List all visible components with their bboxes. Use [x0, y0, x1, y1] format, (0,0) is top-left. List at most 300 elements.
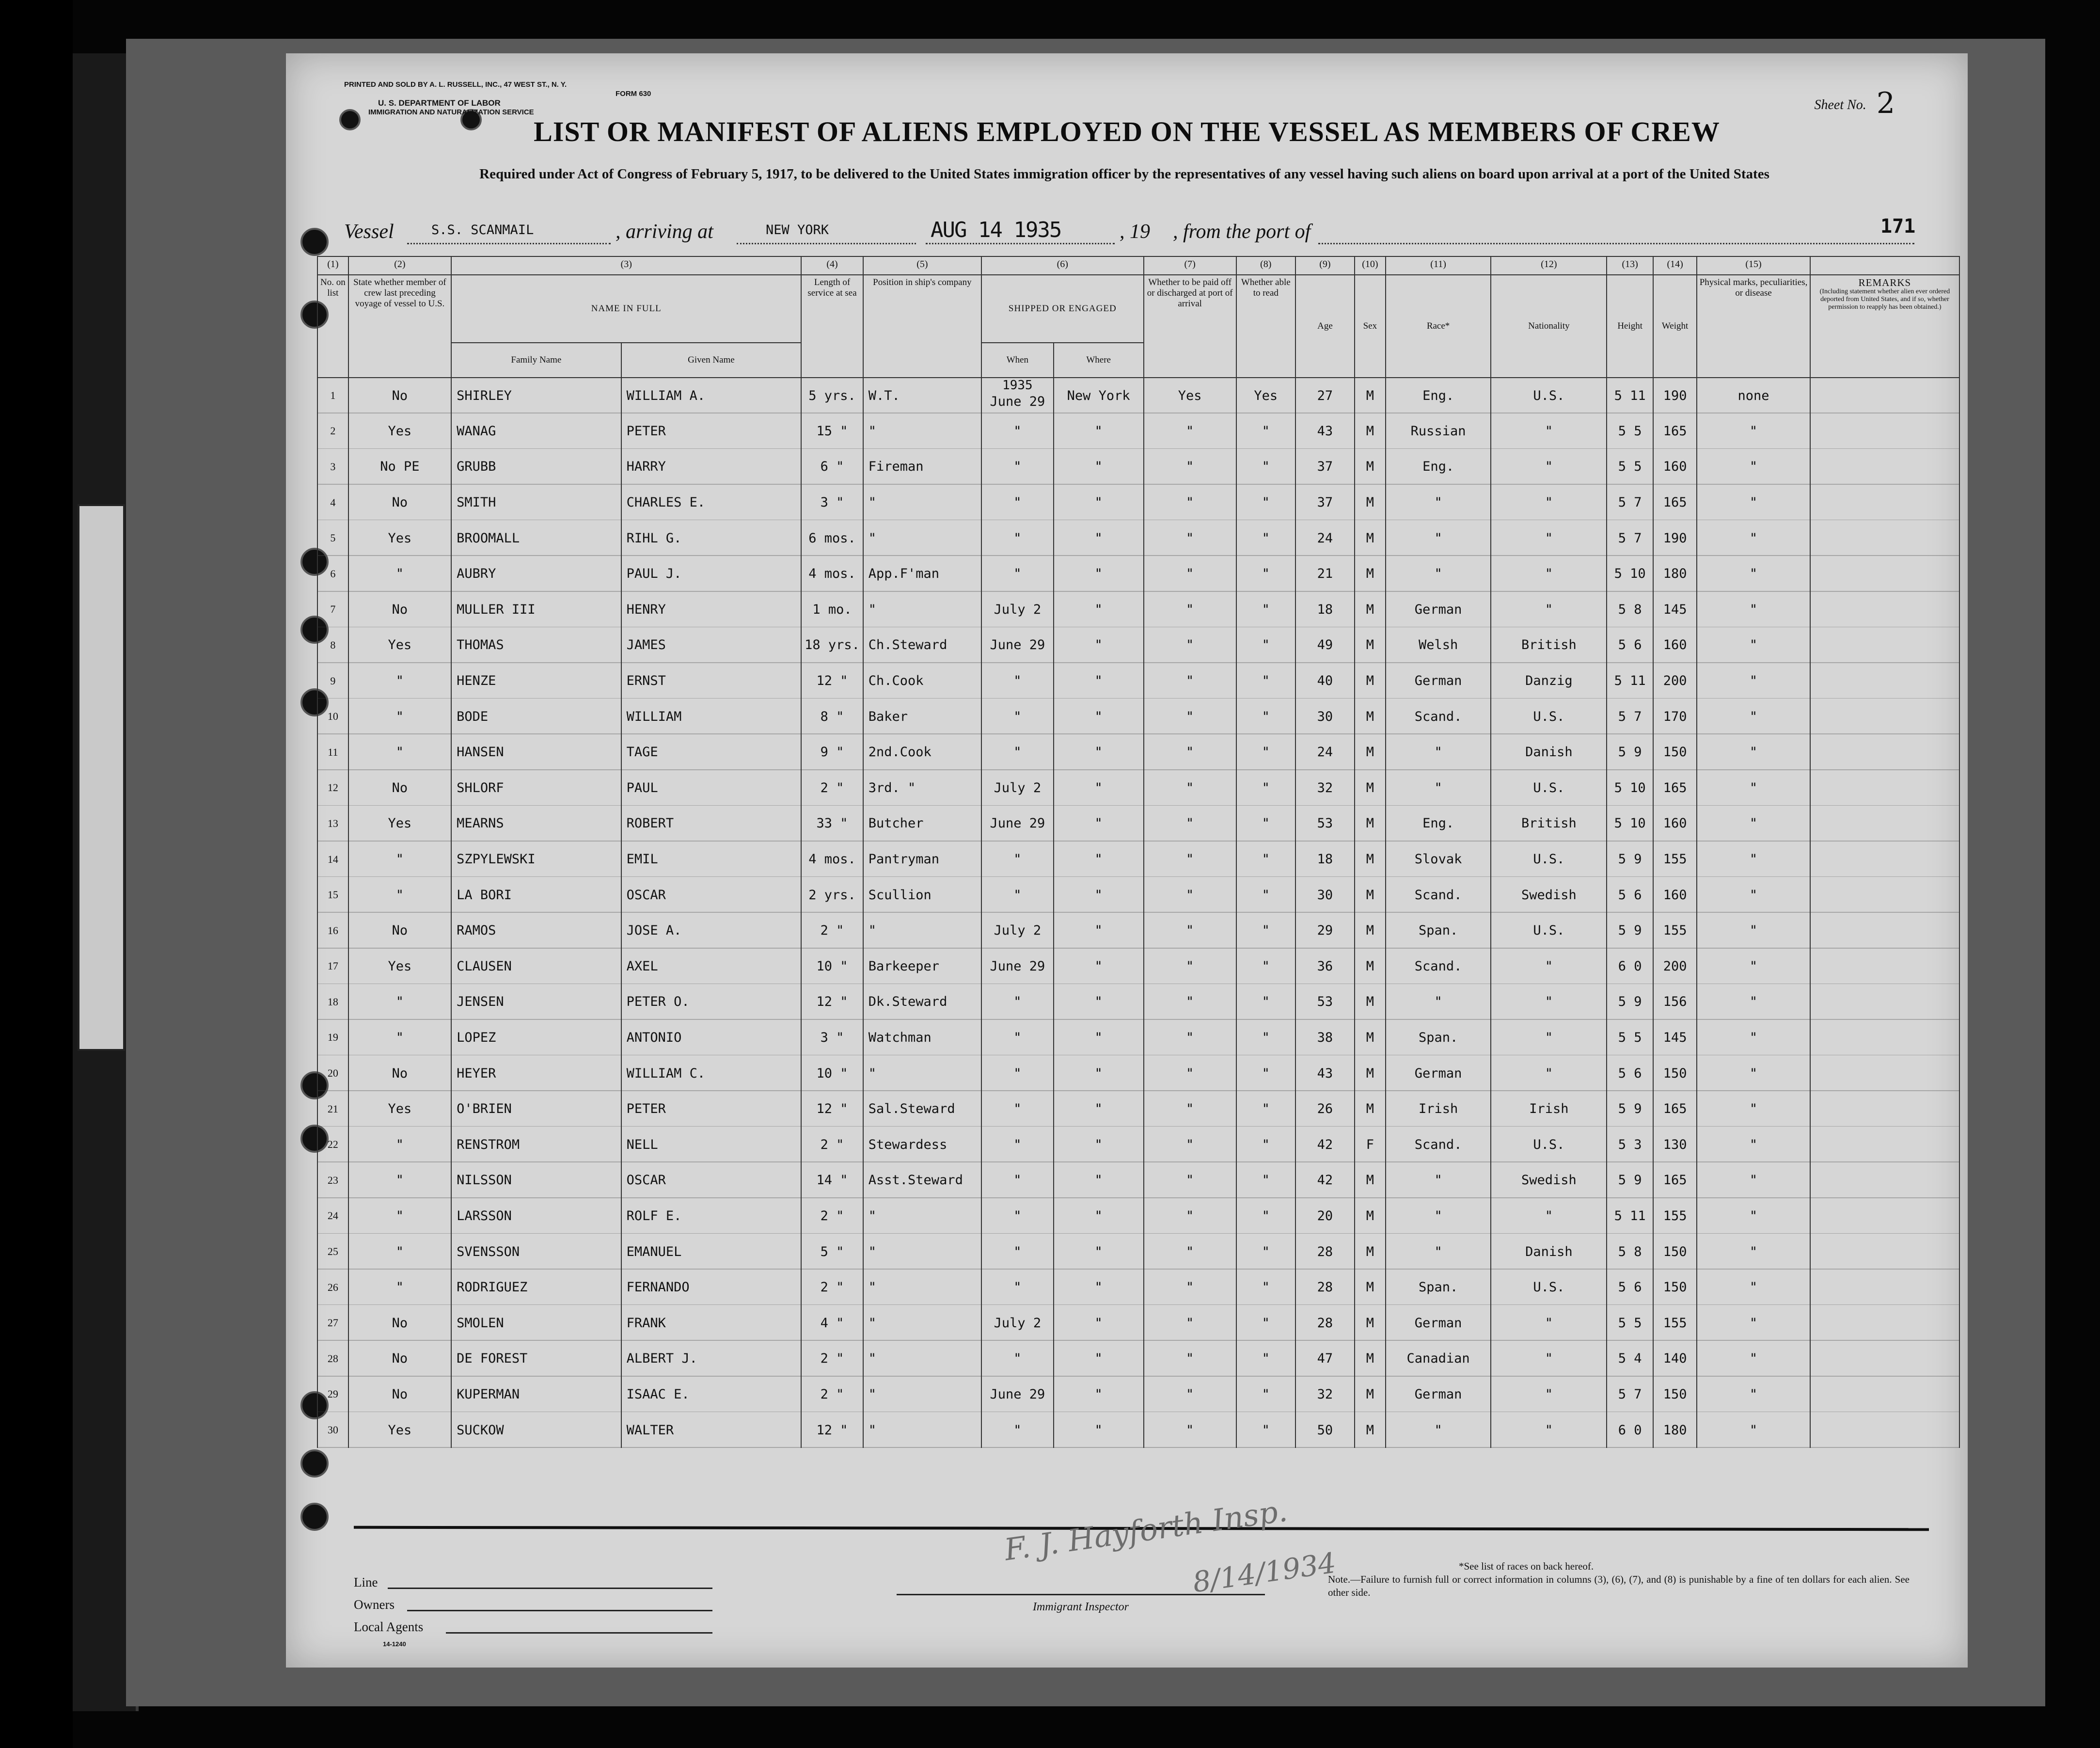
sex-cell: M: [1355, 1377, 1386, 1413]
service-length-cell: 8 ": [801, 699, 863, 734]
row-number: 20: [317, 1055, 348, 1091]
where-cell: ": [1054, 913, 1144, 949]
given-name-cell: PAUL: [621, 770, 802, 806]
height-cell: 5 10: [1607, 556, 1653, 592]
header-remarks: [1810, 275, 1959, 378]
able-to-read-cell: ": [1236, 1377, 1295, 1413]
when-cell: July 2: [981, 770, 1054, 806]
remarks-cell: [1810, 1162, 1959, 1198]
age-cell: 53: [1295, 984, 1355, 1020]
able-to-read-cell: ": [1236, 1198, 1295, 1234]
nationality-cell: U.S.: [1491, 770, 1607, 806]
row-number: 14: [317, 842, 348, 877]
row-number: 17: [317, 949, 348, 985]
position-cell: ": [863, 1270, 981, 1305]
races-note: *See list of races on back hereof.: [1459, 1560, 1594, 1572]
weight-cell: 165: [1653, 485, 1697, 521]
crew-row: [317, 520, 1959, 556]
form-title: LIST OR MANIFEST OF ALIENS EMPLOYED ON THE VESSEL AS MEMBERS OF CREW: [534, 116, 1720, 147]
paid-off-cell: ": [1144, 949, 1236, 985]
able-to-read-cell: ": [1236, 1055, 1295, 1091]
position-cell: ": [863, 520, 981, 556]
family-name-cell: HENZE: [451, 663, 621, 699]
header-position: Position in ship's company: [863, 275, 981, 378]
crew-status-cell: ": [348, 556, 451, 592]
height-cell: 5 6: [1607, 1055, 1653, 1091]
when-cell: June 29: [981, 806, 1054, 842]
where-cell: ": [1054, 949, 1144, 985]
remarks-cell: [1810, 556, 1959, 592]
sex-cell: M: [1355, 984, 1386, 1020]
crew-row: [317, 949, 1959, 985]
race-cell: ": [1386, 556, 1491, 592]
height-cell: 5 6: [1607, 1270, 1653, 1305]
sex-cell: M: [1355, 770, 1386, 806]
physical-marks-cell: ": [1697, 663, 1810, 699]
remarks-cell: [1810, 1020, 1959, 1056]
weight-cell: 150: [1653, 1055, 1697, 1091]
paid-off-cell: ": [1144, 877, 1236, 913]
where-cell: ": [1054, 592, 1144, 628]
column-number: (10): [1355, 256, 1386, 275]
when-cell: ": [981, 984, 1054, 1020]
height-cell: 5 7: [1607, 485, 1653, 521]
crew-row: [317, 1020, 1959, 1056]
family-name-cell: KUPERMAN: [451, 1377, 621, 1413]
column-number: (8): [1236, 256, 1295, 275]
crew-row: [317, 1055, 1959, 1091]
able-to-read-cell: ": [1236, 1234, 1295, 1270]
height-cell: 5 5: [1607, 413, 1653, 449]
height-cell: 5 5: [1607, 1020, 1653, 1056]
where-cell: ": [1054, 1055, 1144, 1091]
family-name-cell: RENSTROM: [451, 1127, 621, 1162]
race-cell: Eng.: [1386, 378, 1491, 413]
crew-row: [317, 984, 1959, 1020]
remarks-cell: [1810, 1234, 1959, 1270]
height-cell: 5 9: [1607, 1162, 1653, 1198]
physical-marks-cell: ": [1697, 699, 1810, 734]
service-length-cell: 4 ": [801, 1305, 863, 1341]
row-number: 13: [317, 806, 348, 842]
weight-cell: 190: [1653, 378, 1697, 413]
where-cell: ": [1054, 1162, 1144, 1198]
where-cell: ": [1054, 1412, 1144, 1448]
race-cell: Scand.: [1386, 699, 1491, 734]
weight-cell: 140: [1653, 1341, 1697, 1377]
physical-marks-cell: ": [1697, 592, 1810, 628]
weight-cell: 155: [1653, 913, 1697, 949]
able-to-read-cell: ": [1236, 913, 1295, 949]
race-cell: German: [1386, 663, 1491, 699]
crew-status-cell: No: [348, 378, 451, 413]
crew-row: [317, 449, 1959, 485]
height-cell: 6 0: [1607, 949, 1653, 985]
crew-status-cell: No: [348, 592, 451, 628]
form-subtitle: Required under Act of Congress of February 5, 1917, to be delivered to the United States immigration officer by the representatives of any vessel having such aliens on board upon arrival at a port of the United States: [479, 166, 1769, 182]
header-paid-off: Whether to be paid off or discharged at port of arrival: [1144, 275, 1236, 378]
able-to-read-cell: ": [1236, 1162, 1295, 1198]
nationality-cell: Danish: [1491, 1234, 1607, 1270]
race-cell: Span.: [1386, 1270, 1491, 1305]
age-cell: 50: [1295, 1412, 1355, 1448]
weight-cell: 180: [1653, 1412, 1697, 1448]
able-to-read-cell: ": [1236, 1305, 1295, 1341]
sex-cell: M: [1355, 842, 1386, 877]
weight-cell: 130: [1653, 1127, 1697, 1162]
family-name-cell: SUCKOW: [451, 1412, 621, 1448]
when-cell: ": [981, 485, 1054, 521]
row-number: 16: [317, 913, 348, 949]
family-name-cell: O'BRIEN: [451, 1091, 621, 1127]
race-cell: Scand.: [1386, 1127, 1491, 1162]
able-to-read-cell: ": [1236, 984, 1295, 1020]
service-length-cell: 2 yrs.: [801, 877, 863, 913]
position-cell: Dk.Steward: [863, 984, 981, 1020]
when-cell: ": [981, 449, 1054, 485]
race-cell: ": [1386, 485, 1491, 521]
arriving-label: , arriving at: [616, 221, 713, 243]
paid-off-cell: ": [1144, 485, 1236, 521]
service-length-cell: 6 ": [801, 449, 863, 485]
crew-row: [317, 1270, 1959, 1305]
row-number: 11: [317, 734, 348, 770]
line-field: [354, 1571, 712, 1593]
crew-status-cell: ": [348, 1198, 451, 1234]
service-length-cell: 12 ": [801, 663, 863, 699]
column-number: (13): [1607, 256, 1653, 275]
height-cell: 5 9: [1607, 913, 1653, 949]
paid-off-cell: ": [1144, 592, 1236, 628]
paid-off-cell: ": [1144, 520, 1236, 556]
crew-row: [317, 1234, 1959, 1270]
crew-rows: [317, 378, 1959, 1448]
service-length-cell: 4 mos.: [801, 842, 863, 877]
race-cell: German: [1386, 592, 1491, 628]
header-height: Height: [1607, 275, 1653, 378]
sex-cell: M: [1355, 520, 1386, 556]
family-name-cell: JENSEN: [451, 984, 621, 1020]
footer-fields: [354, 1571, 712, 1648]
sheet-number-label: Sheet No.: [1814, 97, 1866, 112]
weight-cell: 165: [1653, 1091, 1697, 1127]
age-cell: 53: [1295, 806, 1355, 842]
remarks-cell: [1810, 1270, 1959, 1305]
weight-cell: 165: [1653, 770, 1697, 806]
where-cell: ": [1054, 413, 1144, 449]
family-name-cell: THOMAS: [451, 627, 621, 663]
position-cell: ": [863, 913, 981, 949]
owners-underline: [407, 1610, 712, 1611]
family-name-cell: LOPEZ: [451, 1020, 621, 1056]
physical-marks-cell: ": [1697, 1305, 1810, 1341]
header-race: Race*: [1386, 275, 1491, 378]
family-name-cell: SMOLEN: [451, 1305, 621, 1341]
column-number-blank: [1810, 256, 1959, 275]
physical-marks-cell: ": [1697, 520, 1810, 556]
column-number: (1): [317, 256, 348, 275]
given-name-cell: JOSE A.: [621, 913, 802, 949]
weight-cell: 156: [1653, 984, 1697, 1020]
family-name-cell: BODE: [451, 699, 621, 734]
race-cell: ": [1386, 734, 1491, 770]
crew-row: [317, 842, 1959, 877]
when-cell: ": [981, 556, 1054, 592]
position-cell: 2nd.Cook: [863, 734, 981, 770]
vessel-label: Vessel: [344, 221, 394, 243]
able-to-read-cell: ": [1236, 1270, 1295, 1305]
height-cell: 5 11: [1607, 663, 1653, 699]
age-cell: 36: [1295, 949, 1355, 985]
position-cell: Fireman: [863, 449, 981, 485]
physical-marks-cell: ": [1697, 984, 1810, 1020]
where-cell: ": [1054, 663, 1144, 699]
header-when: When: [981, 343, 1054, 378]
remarks-cell: [1810, 592, 1959, 628]
race-cell: Welsh: [1386, 627, 1491, 663]
weight-cell: 150: [1653, 1270, 1697, 1305]
when-cell: June 29: [981, 1377, 1054, 1413]
age-cell: 42: [1295, 1162, 1355, 1198]
race-cell: Span.: [1386, 1020, 1491, 1056]
remarks-cell: [1810, 1198, 1959, 1234]
sex-cell: M: [1355, 627, 1386, 663]
given-name-cell: PETER O.: [621, 984, 802, 1020]
position-cell: ": [863, 1341, 981, 1377]
able-to-read-cell: ": [1236, 556, 1295, 592]
where-cell: ": [1054, 485, 1144, 521]
crew-row: [317, 806, 1959, 842]
header-name-in-full: NAME IN FULL: [451, 275, 801, 343]
paid-off-cell: ": [1144, 1305, 1236, 1341]
service-length-cell: 5 yrs.: [801, 378, 863, 413]
race-cell: ": [1386, 1162, 1491, 1198]
row-number: 23: [317, 1162, 348, 1198]
remarks-cell: [1810, 520, 1959, 556]
punch-hole: [300, 1449, 329, 1478]
race-cell: Scand.: [1386, 877, 1491, 913]
age-cell: 32: [1295, 1377, 1355, 1413]
physical-marks-cell: ": [1697, 1270, 1810, 1305]
family-name-cell: LA BORI: [451, 877, 621, 913]
column-number: (2): [348, 256, 451, 275]
weight-cell: 165: [1653, 1162, 1697, 1198]
crew-status-cell: ": [348, 1162, 451, 1198]
nationality-cell: ": [1491, 449, 1607, 485]
given-name-cell: OSCAR: [621, 1162, 802, 1198]
paid-off-cell: ": [1144, 627, 1236, 663]
remarks-cell: [1810, 699, 1959, 734]
height-cell: 5 7: [1607, 1377, 1653, 1413]
paid-off-cell: ": [1144, 1091, 1236, 1127]
nationality-cell: ": [1491, 1305, 1607, 1341]
crew-row: [317, 378, 1959, 413]
service-length-cell: 12 ": [801, 1412, 863, 1448]
able-to-read-cell: ": [1236, 1341, 1295, 1377]
crew-status-cell: Yes: [348, 949, 451, 985]
given-name-cell: NELL: [621, 1127, 802, 1162]
service-length-cell: 1 mo.: [801, 592, 863, 628]
crew-row: [317, 770, 1959, 806]
year-note: 1935: [1002, 378, 1033, 393]
able-to-read-cell: ": [1236, 877, 1295, 913]
sex-cell: M: [1355, 1091, 1386, 1127]
position-cell: ": [863, 1412, 981, 1448]
position-cell: ": [863, 592, 981, 628]
age-cell: 49: [1295, 627, 1355, 663]
position-cell: Sal.Steward: [863, 1091, 981, 1127]
family-name-cell: CLAUSEN: [451, 949, 621, 985]
service-length-cell: 3 ": [801, 485, 863, 521]
when-cell: ": [981, 663, 1054, 699]
crew-status-cell: ": [348, 734, 451, 770]
remarks-cell: [1810, 1091, 1959, 1127]
age-cell: 42: [1295, 1127, 1355, 1162]
able-to-read-cell: ": [1236, 734, 1295, 770]
service-length-cell: 3 ": [801, 1020, 863, 1056]
sex-cell: M: [1355, 1341, 1386, 1377]
age-cell: 43: [1295, 1055, 1355, 1091]
able-to-read-cell: ": [1236, 520, 1295, 556]
crew-status-cell: No: [348, 913, 451, 949]
crew-status-cell: Yes: [348, 1412, 451, 1448]
nationality-cell: ": [1491, 1198, 1607, 1234]
printer-imprint: [344, 80, 829, 117]
crew-status-cell: ": [348, 842, 451, 877]
sex-cell: M: [1355, 1162, 1386, 1198]
header-able-to-read: Whether able to read: [1236, 275, 1295, 378]
service-length-cell: 2 ": [801, 1127, 863, 1162]
where-cell: ": [1054, 520, 1144, 556]
physical-marks-cell: ": [1697, 806, 1810, 842]
header-no-on-list: No. on list: [317, 275, 348, 378]
crew-row: [317, 734, 1959, 770]
given-name-cell: ALBERT J.: [621, 1341, 802, 1377]
crew-manifest-table: [317, 256, 1960, 1448]
crew-status-cell: ": [348, 1270, 451, 1305]
position-cell: ": [863, 1234, 981, 1270]
header-physical-marks: Physical marks, peculiarities, or disease: [1697, 275, 1810, 378]
position-cell: Asst.Steward: [863, 1162, 981, 1198]
vessel-info-line: [344, 217, 1943, 246]
when-cell: ": [981, 1412, 1054, 1448]
sheet-number-field: [1814, 82, 1895, 120]
given-name-cell: WILLIAM: [621, 699, 802, 734]
where-cell: ": [1054, 1270, 1144, 1305]
column-number: (11): [1386, 256, 1491, 275]
given-name-cell: TAGE: [621, 734, 802, 770]
height-cell: 5 6: [1607, 877, 1653, 913]
able-to-read-cell: ": [1236, 949, 1295, 985]
row-number: 10: [317, 699, 348, 734]
year-label: , 19: [1120, 221, 1150, 243]
crew-row: [317, 556, 1959, 592]
sex-cell: F: [1355, 1127, 1386, 1162]
physical-marks-cell: ": [1697, 627, 1810, 663]
race-cell: Eng.: [1386, 449, 1491, 485]
signature-date: 8/14/1934: [1190, 1546, 1338, 1599]
given-name-cell: RIHL G.: [621, 520, 802, 556]
crew-row: [317, 1127, 1959, 1162]
remarks-cell: [1810, 663, 1959, 699]
header-sex: Sex: [1355, 275, 1386, 378]
race-cell: ": [1386, 520, 1491, 556]
paid-off-cell: ": [1144, 1162, 1236, 1198]
age-cell: 28: [1295, 1305, 1355, 1341]
weight-cell: 145: [1653, 592, 1697, 628]
sex-cell: M: [1355, 413, 1386, 449]
paid-off-cell: ": [1144, 1055, 1236, 1091]
weight-cell: 160: [1653, 449, 1697, 485]
given-name-cell: WILLIAM C.: [621, 1055, 802, 1091]
family-name-cell: SVENSSON: [451, 1234, 621, 1270]
remarks-cell: [1810, 734, 1959, 770]
able-to-read-cell: ": [1236, 663, 1295, 699]
age-cell: 37: [1295, 449, 1355, 485]
column-number: (5): [863, 256, 981, 275]
crew-status-cell: No PE: [348, 449, 451, 485]
service-length-cell: 2 ": [801, 1270, 863, 1305]
position-cell: 3rd. ": [863, 770, 981, 806]
row-number: 2: [317, 413, 348, 449]
crew-status-cell: ": [348, 984, 451, 1020]
nationality-cell: Danish: [1491, 734, 1607, 770]
fine-note: Note.—Failure to furnish full or correct information in columns (3), (6), (7), and (8) is punishable by a fine of ten dollars for each alien. See other side.: [1328, 1573, 1910, 1598]
dotted-rule: [926, 243, 1115, 244]
race-cell: Slovak: [1386, 842, 1491, 877]
header-where: Where: [1054, 343, 1144, 378]
from-port-label: , from the port of: [1173, 221, 1311, 243]
physical-marks-cell: ": [1697, 556, 1810, 592]
when-cell: ": [981, 1162, 1054, 1198]
age-cell: 18: [1295, 592, 1355, 628]
crew-status-cell: No: [348, 485, 451, 521]
remarks-title: REMARKS: [1858, 277, 1911, 288]
paid-off-cell: ": [1144, 984, 1236, 1020]
race-cell: Span.: [1386, 913, 1491, 949]
crew-status-cell: ": [348, 699, 451, 734]
line-underline: [388, 1588, 712, 1589]
sex-cell: M: [1355, 1234, 1386, 1270]
crew-row: [317, 877, 1959, 913]
row-number: 27: [317, 1305, 348, 1341]
crew-row: [317, 1198, 1959, 1234]
binder-spine: [0, 0, 73, 1748]
crew-status-cell: Yes: [348, 413, 451, 449]
age-cell: 28: [1295, 1270, 1355, 1305]
when-cell: ": [981, 1270, 1054, 1305]
physical-marks-cell: ": [1697, 877, 1810, 913]
age-cell: 26: [1295, 1091, 1355, 1127]
physical-marks-cell: none: [1697, 378, 1810, 413]
race-cell: German: [1386, 1055, 1491, 1091]
physical-marks-cell: ": [1697, 1377, 1810, 1413]
family-name-cell: RODRIGUEZ: [451, 1270, 621, 1305]
crew-row: [317, 592, 1959, 628]
where-cell: ": [1054, 842, 1144, 877]
crew-row: [317, 1341, 1959, 1377]
able-to-read-cell: ": [1236, 842, 1295, 877]
paid-off-cell: ": [1144, 770, 1236, 806]
crew-status-cell: ": [348, 1127, 451, 1162]
race-cell: Russian: [1386, 413, 1491, 449]
height-cell: 5 8: [1607, 592, 1653, 628]
when-cell: [981, 378, 1054, 413]
given-name-cell: WALTER: [621, 1412, 802, 1448]
height-cell: 5 9: [1607, 842, 1653, 877]
crew-row: [317, 1412, 1959, 1448]
age-cell: 30: [1295, 877, 1355, 913]
